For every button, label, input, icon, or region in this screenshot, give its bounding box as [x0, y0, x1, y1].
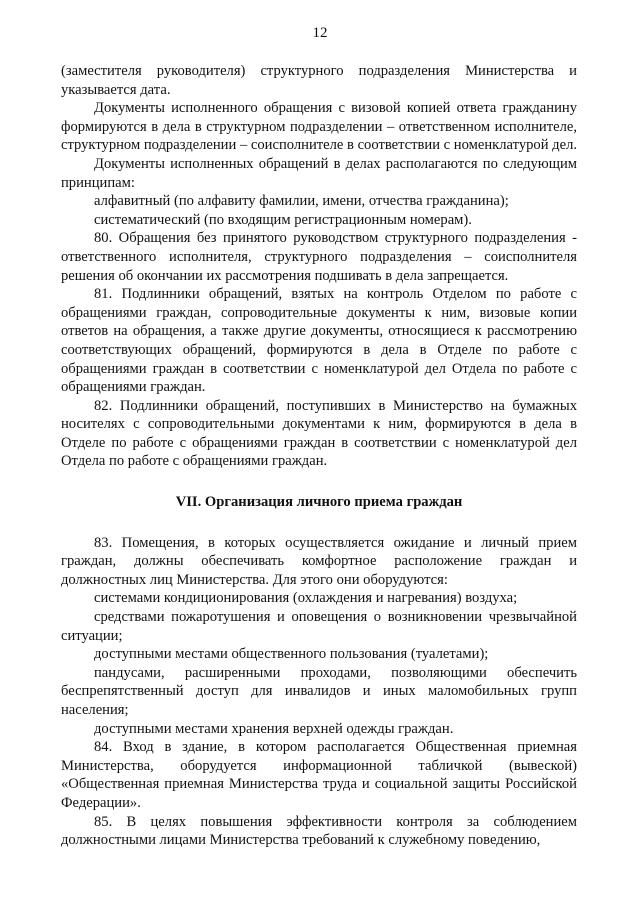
paragraph: 83. Помещения, в которых осуществляется ожидание и личный прием граждан, должны обеспечивать комфортное расположение граждан и должностных лиц Министерства. Для этого они оборудуются:: [61, 534, 577, 588]
paragraph: систематический (по входящим регистрационным номерам).: [94, 211, 472, 228]
paragraph: 84. Вход в здание, в котором располагается Общественная приемная Министерства, оборудуется информационной табличкой (вывеской) «Общественная приемная Министерства труда и социальной защиты Российской Федерации».: [61, 739, 577, 811]
paragraphs-before-heading: [61, 62, 577, 471]
paragraph: 85. В целях повышения эффективности контроля за соблюдением должностными лицами Министерства требований к служебному поведению,: [61, 813, 577, 849]
paragraph: доступными местами общественного пользования (туалетами);: [94, 646, 489, 663]
paragraph: 82. Подлинники обращений, поступивших в Министерство на бумажных носителях с сопроводительными документами к ним, формируются в дела в Отделе по работе с обращениями граждан в соответствии с номенклатурой дел Отдела по работе с обращениями граждан.: [61, 397, 577, 470]
paragraph: системами кондиционирования (охлаждения и нагревания) воздуха;: [94, 590, 518, 607]
page-number: 12: [312, 25, 328, 41]
paragraph: 81. Подлинники обращений, взятых на контроль Отделом по работе с обращениями граждан, сопроводительные документы к ним, визовые копии ответов на обращения, а также другие документы, относящиеся к рассмотрению соответствующих обращений, формируются в дела в Отделе по работе с обращениями граждан в соответствии с номенклатурой дел Отдела по работе с обращениями граждан.: [61, 286, 577, 396]
paragraph: (заместителя руководителя) структурного подразделения Министерства и указывается дата.: [61, 63, 577, 98]
paragraph: Документы исполненного обращения с визовой копией ответа гражданину формируются в дела в структурном подразделении – ответственном исполнителе, структурном подразделении – соисполнителе в соответствии с номенклатурой дел.: [61, 100, 578, 154]
paragraph: средствами пожаротушения и оповещения о возникновении чрезвычайной ситуации;: [61, 609, 577, 644]
paragraph: Документы исполненных обращений в делах располагаются по следующим принципам:: [61, 155, 577, 191]
paragraph: алфавитный (по алфавиту фамилии, имени, отчества гражданина);: [94, 193, 509, 210]
paragraph: 80. Обращения без принятого руководством структурного подразделения - ответственного исполнителя, структурного подразделения – соисполнителя решения об окончании их рассмотрения подшивать в дела запрещается.: [61, 230, 577, 284]
paragraph: пандусами, расширенными проходами, позволяющими обеспечить беспрепятственный доступ для инвалидов и иных маломобильных групп населения;: [61, 664, 577, 718]
document-body: [61, 62, 577, 850]
paragraphs-after-heading: [61, 534, 577, 850]
section-heading: VII. Организация личного приема граждан: [175, 494, 463, 511]
paragraph: доступными местами хранения верхней одежды граждан.: [94, 720, 454, 737]
